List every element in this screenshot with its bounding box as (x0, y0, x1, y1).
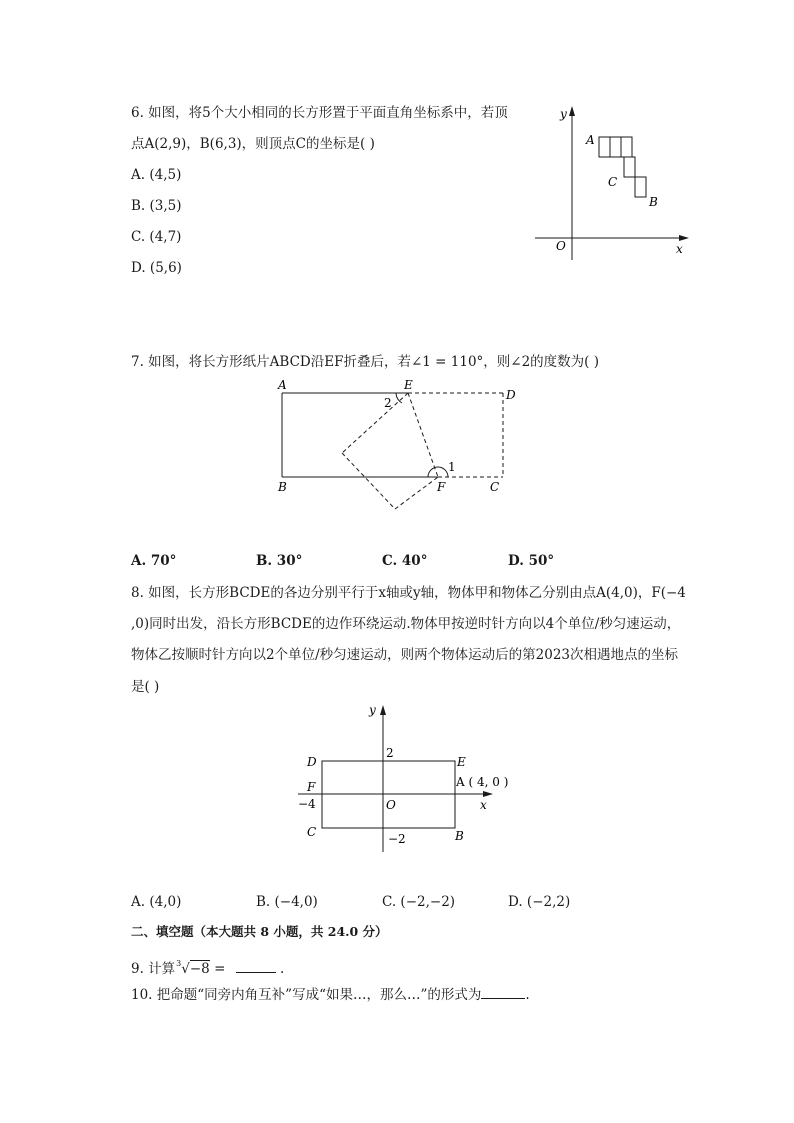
q8-line4: 是( ) (131, 679, 160, 695)
q8-label-neg4: −4 (298, 797, 316, 811)
section-2-heading: 二、填空题（本大题共 8 小题，共 24.0 分） (131, 924, 388, 939)
q8-line3: 物体乙按顺时针方向以2个单位/秒匀速运动，则两个物体运动后的第2023次相遇地点的坐标 (131, 647, 678, 663)
q7-fold-ef (408, 393, 438, 477)
q9-line (131, 954, 284, 979)
q6-option-c[interactable]: C. (4,7) (131, 229, 182, 245)
q8-label-y: y (369, 703, 376, 717)
q7-folded-edge-3 (395, 477, 438, 509)
q8-label-f: F (307, 780, 316, 794)
q6-rect-3 (621, 137, 632, 157)
q10-end: . (525, 987, 530, 1003)
q8-label-2: 2 (386, 746, 394, 760)
q7-label-b: B (278, 480, 287, 494)
q6-label-x: x (676, 242, 683, 256)
q8-x-arrow (483, 791, 493, 797)
q6-rect-5 (635, 177, 646, 197)
q8-line1: 8. 如图，长方形BCDE的各边分别平行于x轴或y轴，物体甲和物体乙分别由点A(4,0)，F(−4 (131, 585, 686, 601)
q6-option-d[interactable]: D. (5,6) (131, 260, 182, 276)
q6-label-y: y (560, 107, 567, 121)
q7-label-f: F (437, 480, 446, 494)
q7-label-1: 1 (448, 460, 456, 474)
q7-angle-1-arc (428, 467, 448, 477)
q10-answer-blank[interactable] (481, 998, 525, 999)
q8-y-arrow (380, 705, 386, 715)
q8-label-b: B (455, 829, 464, 843)
q7-option-b[interactable]: B. 30° (256, 553, 303, 569)
q6-x-arrow (679, 235, 689, 241)
q7-label-2: 2 (384, 396, 392, 410)
q6-rect-4 (624, 157, 635, 177)
q8-option-d[interactable]: D. (−2,2) (508, 894, 571, 910)
q9-root-index: 3 (176, 959, 182, 968)
q8-figure (290, 700, 520, 860)
q8-line2: ,0)同时出发，沿长方形BCDE的边作环绕运动.物体甲按逆时针方向以4个单位/秒匀速运动， (131, 616, 681, 632)
q6-line1: 6. 如图，将5个大小相同的长方形置于平面直角坐标系中，若顶 (131, 105, 508, 121)
q6-label-a: A (586, 133, 595, 147)
q6-rect-1 (599, 137, 610, 157)
q10-text: 10. 把命题“同旁内角互补”写成“如果…，那么…”的形式为 (131, 987, 482, 1003)
q8-option-a[interactable]: A. (4,0) (131, 894, 182, 910)
q6-figure (530, 100, 700, 265)
q8-option-c[interactable]: C. (−2,−2) (382, 894, 456, 910)
q6-option-a[interactable]: A. (4,5) (131, 167, 182, 183)
q7-folded-edge-2 (342, 453, 395, 509)
q8-label-d: D (307, 755, 317, 769)
q7-label-d: D (506, 388, 516, 402)
q8-option-b[interactable]: B. (−4,0) (256, 894, 318, 910)
q6-label-c: C (608, 175, 618, 189)
q6-option-b[interactable]: B. (3,5) (131, 198, 182, 214)
q7-label-e: E (404, 378, 413, 392)
q6-rect-2 (610, 137, 621, 157)
q8-label-o: O (386, 798, 396, 812)
q6-label-b: B (649, 195, 658, 209)
q9-radical-sign: √ (181, 961, 190, 977)
q6-line2: 点A(2,9)，B(6,3)，则顶点C的坐标是( ) (131, 136, 375, 152)
q9-answer-blank[interactable] (236, 972, 276, 973)
q9-end: . (275, 961, 285, 977)
q7-option-c[interactable]: C. 40° (382, 553, 428, 569)
q6-label-o: O (556, 239, 566, 253)
q9-equals: = (209, 961, 230, 977)
q8-label-a: A ( 4, 0 ) (456, 775, 509, 789)
q7-label-c: C (490, 480, 500, 494)
q7-line1: 7. 如图，将长方形纸片ABCD沿EF折叠后，若∠1 = 110°，则∠2的度数为( ) (131, 354, 600, 370)
q7-folded-edge-1 (342, 393, 408, 453)
q7-option-d[interactable]: D. 50° (508, 553, 555, 569)
q7-angle-2-arc (396, 393, 402, 403)
q8-label-x: x (480, 798, 487, 812)
q7-option-a[interactable]: A. 70° (131, 553, 177, 569)
q7-figure (270, 375, 530, 515)
q8-label-neg2: −2 (388, 832, 406, 846)
q7-label-a: A (278, 378, 287, 392)
q9-prefix: 9. 计算 (131, 961, 176, 977)
q6-y-arrow (569, 106, 575, 116)
q8-label-e: E (457, 755, 466, 769)
q10-line (131, 985, 530, 1005)
q8-label-c: C (307, 825, 317, 839)
q9-radicand: −8 (189, 961, 210, 977)
